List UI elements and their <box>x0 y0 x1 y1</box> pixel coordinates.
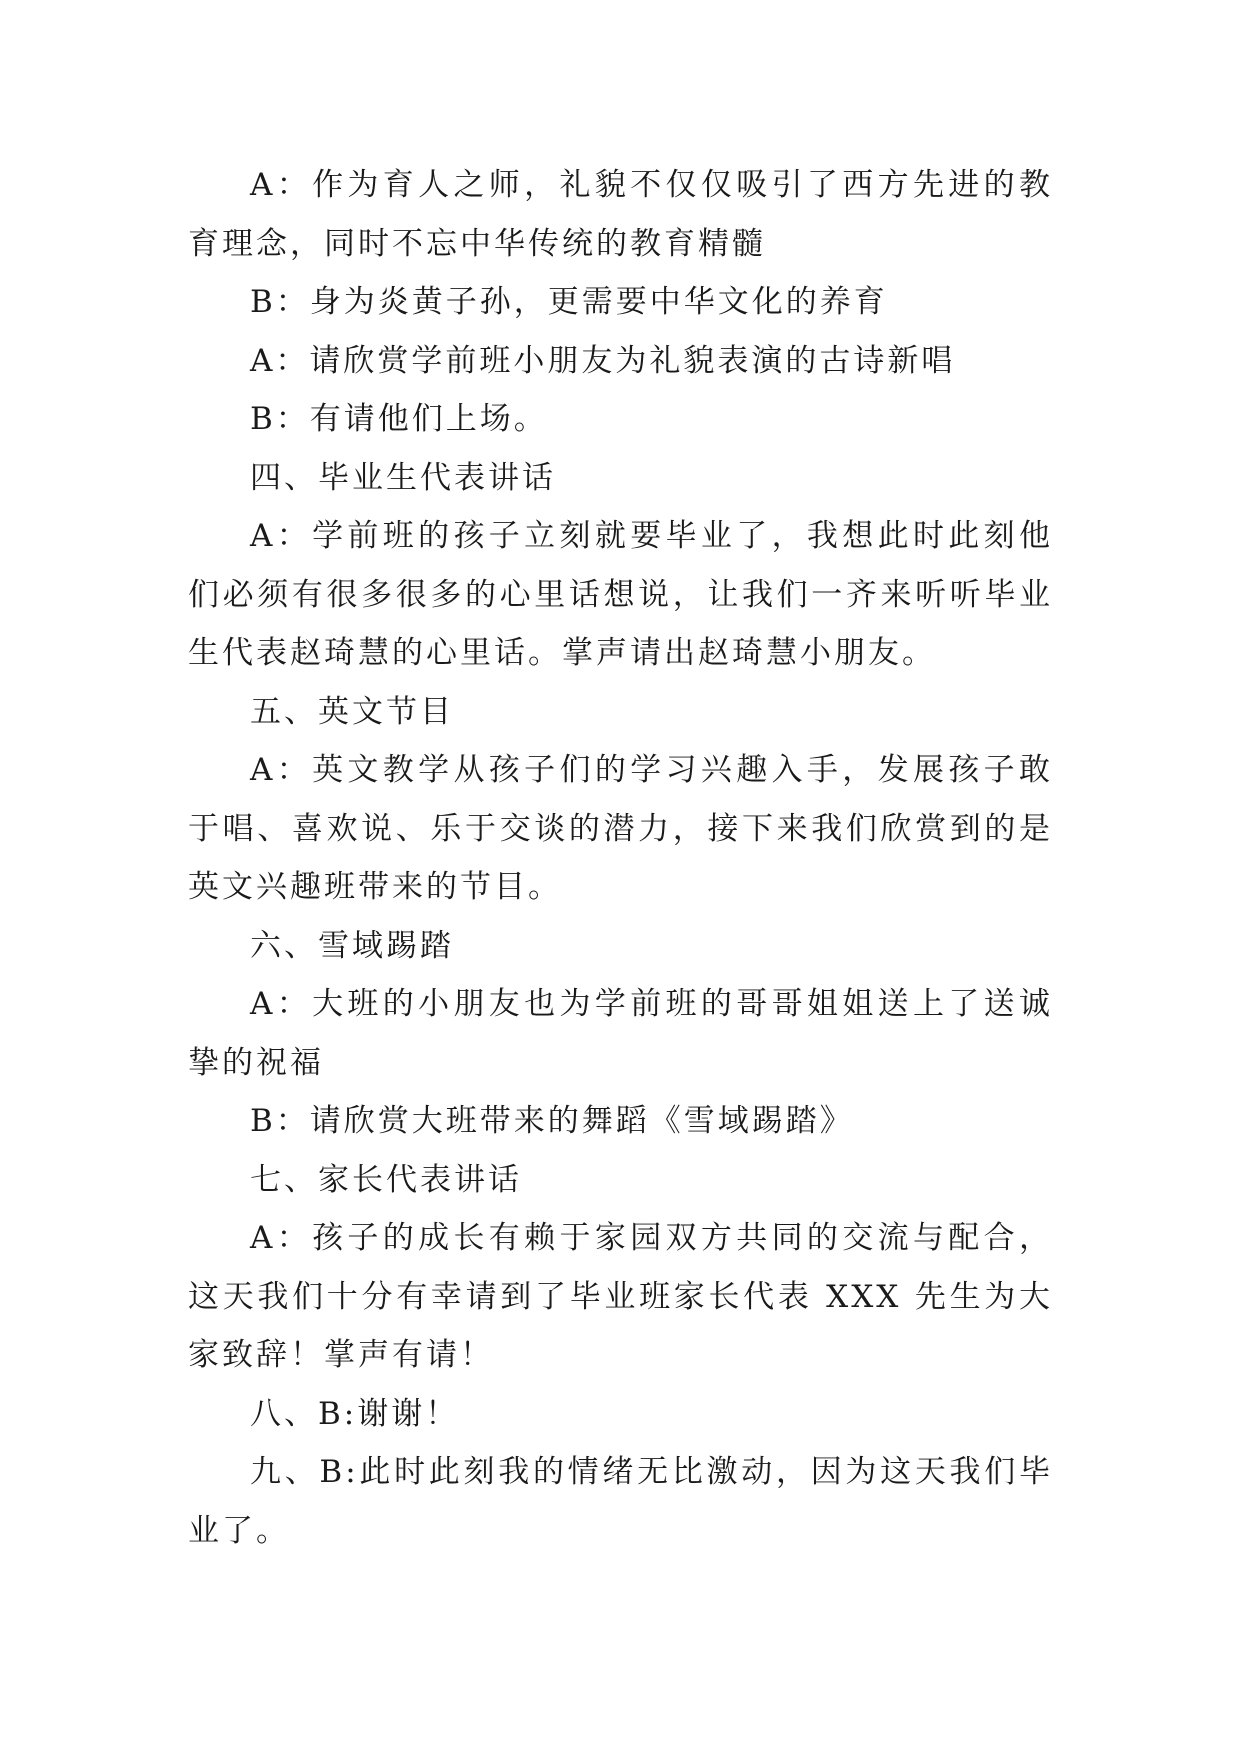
paragraph: A：学前班的孩子立刻就要毕业了，我想此时此刻他们必须有很多很多的心里话想说，让我们一齐来听听毕业生代表赵琦慧的心里话。掌声请出赵琦慧小朋友。 <box>188 518 1053 671</box>
section-heading: 九、B:此时此刻我的情绪无比激动，因为这天我们毕业了。 <box>188 1454 1053 1549</box>
paragraph: A：英文教学从孩子们的学习兴趣入手，发展孩子敢于唱、喜欢说、乐于交谈的潜力，接下来我们欣赏到的是英文兴趣班带来的节目。 <box>188 752 1053 905</box>
paragraph: B：有请他们上场。 <box>250 401 548 437</box>
paragraph: A：请欣赏学前班小朋友为礼貌表演的古诗新唱 <box>250 342 956 379</box>
section-heading: 八、B:谢谢！ <box>250 1395 460 1432</box>
paragraph: B：请欣赏大班带来的舞蹈《雪域踢踏》 <box>250 1103 854 1139</box>
paragraph: A：孩子的成长有赖于家园双方共同的交流与配合，这天我们十分有幸请到了毕业班家长代表 XXX 先生为大家致辞！掌声有请！ <box>188 1220 1053 1373</box>
document-body <box>188 156 1053 1560</box>
section-heading: 五、英文节目 <box>250 693 454 730</box>
section-heading: 六、雪域踢踏 <box>250 927 454 964</box>
section-heading: 七、家长代表讲话 <box>250 1161 522 1198</box>
paragraph: A：大班的小朋友也为学前班的哥哥姐姐送上了送诚挚的祝福 <box>188 986 1053 1081</box>
paragraph: B：身为炎黄子孙，更需要中华文化的养育 <box>250 284 888 320</box>
paragraph: A：作为育人之师，礼貌不仅仅吸引了西方先进的教育理念，同时不忘中华传统的教育精髓 <box>188 167 1053 262</box>
section-heading: 四、毕业生代表讲话 <box>250 459 556 496</box>
